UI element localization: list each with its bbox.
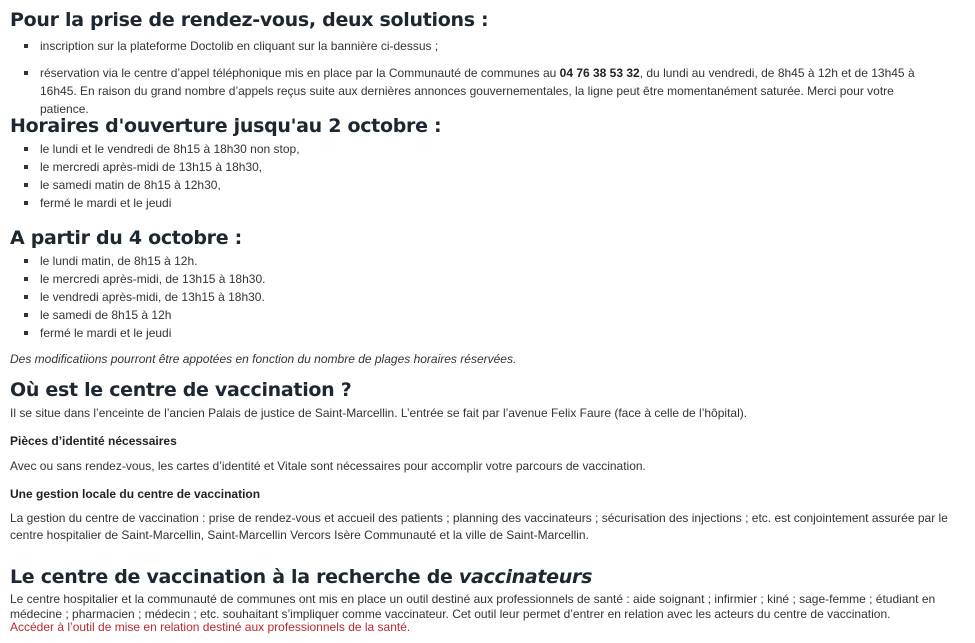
heading-recruit-text: Le centre de vaccination à la recherche de [10,566,459,588]
id-documents-text: Avec ou sans rendez-vous, les cartes d’identité et Vitale sont nécessaires pour accomplir votre parcours de vaccination. [10,459,646,473]
heading-recruit-italic: vaccinateurs [458,566,593,588]
phone-number: 04 76 38 53 32 [559,66,640,80]
phone-text-before: réservation via le centre d’appel téléphonique mis en place par la Communauté de communes au [40,66,560,80]
local-management-text: La gestion du centre de vaccination : prise de rendez-vous et accueil des patients ; planning des vaccinateurs ; sécurisation des injections ; etc. est conjointement assurée par le centre hospitalier de Saint-Marcellin, Saint-Marcellin Vercors Isère Communauté et la ville de Saint-Marcellin. [10,511,948,542]
recruit-tool-link[interactable]: Accéder à l’outil de mise en relation destiné aux professionnels de la santé. [10,620,411,634]
list-item: le lundi matin, de 8h15 à 12h. [40,254,198,268]
list-item: le mercredi après-midi, de 13h15 à 18h30. [40,272,266,286]
list-item: fermé le mardi et le jeudi [40,196,172,210]
phone-text-after: , du lundi au vendredi, de 8h45 à 12h et de 13h45 à 16h45. En raison du grand nombre d’appels reçus suite aux dernières annonces gouvernementales, la ligne peut être momentanément saturée. Merci pour votre patience. [40,66,915,116]
heading-location: Où est le centre de vaccination ? [10,379,352,401]
list-item: le vendredi après-midi, de 13h15 à 18h30. [40,290,265,304]
location-text: Il se situe dans l’enceinte de l’ancien Palais de justice de Saint-Marcellin. L’entrée se fait par l’avenue Felix Faure (face à celle de l’hôpital). [10,406,748,420]
heading-id-documents: Pièces d’identité nécessaires [10,434,177,448]
heading-recruit [10,566,592,588]
schedule-note: Des modificatiions pourront être appotées en fonction du nombre de plages horaires réservées. [10,352,517,366]
heading-local-management: Une gestion locale du centre de vaccination [10,487,261,501]
recruit-text: Le centre hospitalier et la communauté de communes ont mis en place un outil destiné aux professionnels de santé : aide soignant ; infirmier ; kiné ; sage-femme ; étudiant en médecine ; pharmacien ; médecin ; etc. souhaitant s’impliquer comme vaccinateur. Cet outil leur permet d’entrer en relation avec les acteurs du centre de vaccination. [10,592,936,621]
list-item: fermé le mardi et le jeudi [40,326,172,340]
list-item: le lundi et le vendredi de 8h15 à 18h30 non stop, [40,142,300,156]
list-item: inscription sur la plateforme Doctolib en cliquant sur la bannière ci-dessus ; [40,39,439,53]
heading-appointment: Pour la prise de rendez-vous, deux solutions : [10,9,489,31]
list-item: le samedi de 8h15 à 12h [40,308,172,322]
list-item [40,64,945,118]
list-item: le mercredi après-midi de 13h15 à 18h30, [40,160,263,174]
heading-hours-from: A partir du 4 octobre : [10,227,242,249]
heading-hours-until: Horaires d'ouverture jusqu'au 2 octobre : [10,115,442,137]
list-item: le samedi matin de 8h15 à 12h30, [40,178,221,192]
